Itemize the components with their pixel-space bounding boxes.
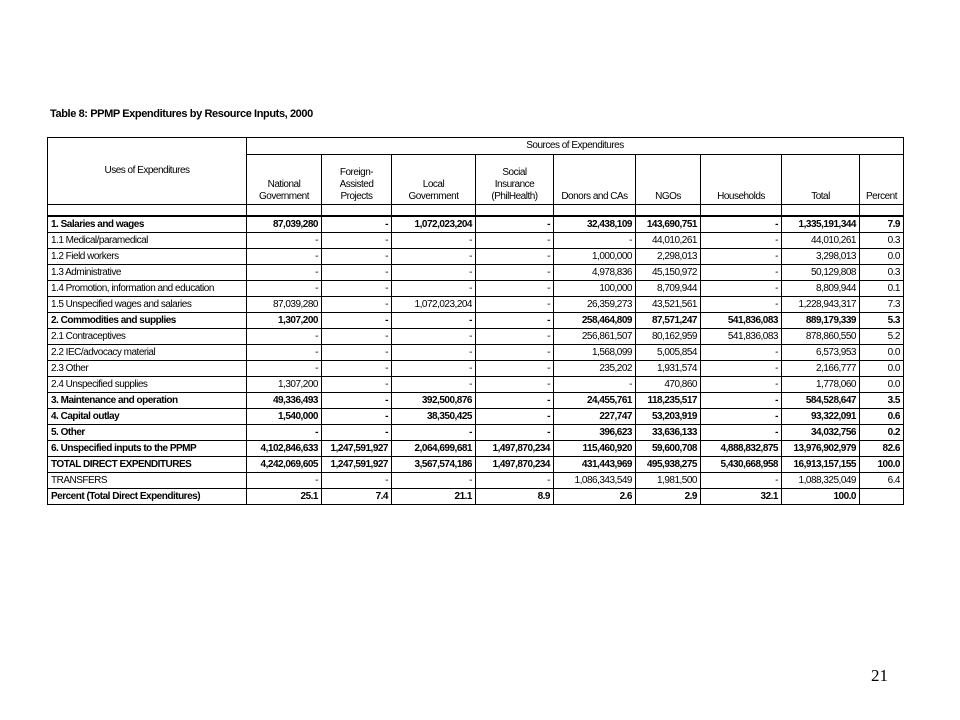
cell-value: 24,455,761 (554, 393, 636, 409)
uses-header: Uses of Expenditures (48, 138, 247, 205)
cell-value: 2,166,777 (782, 361, 860, 377)
table-row (48, 281, 904, 297)
cell-value: - (247, 233, 322, 249)
row-label: 2.2 IEC/advocacy material (48, 345, 247, 361)
cell-value: 1,981,500 (636, 473, 701, 489)
cell-value: - (322, 409, 392, 425)
column-header-line: Households (717, 191, 765, 202)
table-row (48, 473, 904, 489)
cell-value: 5.2 (860, 329, 904, 345)
cell-value: 2,298,013 (636, 249, 701, 265)
cell-value: 1,931,574 (636, 361, 701, 377)
cell-value: 1,497,870,234 (476, 441, 554, 457)
cell-value: - (322, 233, 392, 249)
cell-value: - (322, 216, 392, 233)
cell-value: - (247, 361, 322, 377)
cell-value: 32,438,109 (554, 216, 636, 233)
cell-value: - (322, 281, 392, 297)
cell-value: - (392, 281, 476, 297)
cell-value: 0.0 (860, 377, 904, 393)
cell-value: 0.0 (860, 361, 904, 377)
column-header-line: Total (811, 191, 830, 202)
cell-value: 115,460,920 (554, 441, 636, 457)
cell-value: 5,430,668,958 (701, 457, 782, 473)
cell-value: 45,150,972 (636, 265, 701, 281)
cell-value: - (322, 361, 392, 377)
row-label: TOTAL DIRECT EXPENDITURES (48, 457, 247, 473)
column-header-line: Donors and CAs (561, 191, 628, 202)
column-header-line: Local (422, 179, 445, 190)
cell-value: - (392, 313, 476, 329)
cell-value: 59,600,708 (636, 441, 701, 457)
cell-value: 5,005,854 (636, 345, 701, 361)
cell-value: 44,010,261 (782, 233, 860, 249)
cell-value: 235,202 (554, 361, 636, 377)
cell-value: 495,938,275 (636, 457, 701, 473)
cell-value: - (701, 425, 782, 441)
cell-value: - (476, 377, 554, 393)
cell-value: 1,247,591,927 (322, 457, 392, 473)
row-label: 2.3 Other (48, 361, 247, 377)
column-header-line: Social (502, 167, 527, 178)
cell-value: - (701, 345, 782, 361)
cell-value: 118,235,517 (636, 393, 701, 409)
cell-value: 1,072,023,204 (392, 297, 476, 313)
cell-value: 87,571,247 (636, 313, 701, 329)
cell-value: - (322, 249, 392, 265)
cell-value: 80,162,959 (636, 329, 701, 345)
cell-value: - (322, 313, 392, 329)
cell-value: - (322, 345, 392, 361)
table-row (48, 393, 904, 409)
table-row (48, 329, 904, 345)
cell-value: 227,747 (554, 409, 636, 425)
cell-value: 2,064,699,681 (392, 441, 476, 457)
column-header (636, 155, 701, 205)
cell-value: - (247, 329, 322, 345)
cell-value: 82.6 (860, 441, 904, 457)
cell-value: 7.4 (322, 489, 392, 505)
spacer-row (48, 205, 904, 217)
cell-value: 7.9 (860, 216, 904, 233)
cell-value: 16,913,157,155 (782, 457, 860, 473)
row-label: 2.1 Contraceptives (48, 329, 247, 345)
cell-value: 143,690,751 (636, 216, 701, 233)
cell-value: 1,228,943,317 (782, 297, 860, 313)
column-header-line: Foreign- (339, 167, 374, 178)
row-label: 2. Commodities and supplies (48, 313, 247, 329)
cell-value: 258,464,809 (554, 313, 636, 329)
cell-value: 0.1 (860, 281, 904, 297)
cell-value: 87,039,280 (247, 216, 322, 233)
cell-value: - (392, 249, 476, 265)
cell-value: - (701, 281, 782, 297)
cell-value: 8,709,944 (636, 281, 701, 297)
cell-value: 0.6 (860, 409, 904, 425)
table-row (48, 249, 904, 265)
cell-value: - (322, 377, 392, 393)
cell-value: 1,497,870,234 (476, 457, 554, 473)
cell-value: 431,443,969 (554, 457, 636, 473)
sources-header-row (48, 138, 904, 155)
row-label: 3. Maintenance and operation (48, 393, 247, 409)
cell-value: - (392, 473, 476, 489)
cell-value: 43,521,561 (636, 297, 701, 313)
cell-value: - (701, 265, 782, 281)
column-header-line: (PhilHealth) (491, 191, 538, 202)
row-label: 6. Unspecified inputs to the PPMP (48, 441, 247, 457)
column-header (701, 155, 782, 205)
table-row (48, 441, 904, 457)
column-header (322, 155, 392, 205)
cell-value: - (476, 473, 554, 489)
cell-value: 0.0 (860, 345, 904, 361)
cell-value: - (247, 265, 322, 281)
cell-value: - (322, 265, 392, 281)
cell-value: - (392, 377, 476, 393)
cell-value: 3.5 (860, 393, 904, 409)
cell-value: 2.6 (554, 489, 636, 505)
cell-value: 392,500,876 (392, 393, 476, 409)
cell-value: - (476, 297, 554, 313)
cell-value: 53,203,919 (636, 409, 701, 425)
cell-value: - (701, 361, 782, 377)
table-row (48, 361, 904, 377)
cell-value: - (322, 393, 392, 409)
cell-value: 4,888,832,875 (701, 441, 782, 457)
cell-value: 100,000 (554, 281, 636, 297)
cell-value: 100.0 (782, 489, 860, 505)
cell-value: 3,567,574,186 (392, 457, 476, 473)
cell-value: 1,778,060 (782, 377, 860, 393)
cell-value: 5.3 (860, 313, 904, 329)
column-header-line: Government (408, 191, 459, 202)
column-header (554, 155, 636, 205)
table-row (48, 409, 904, 425)
cell-value: - (392, 329, 476, 345)
row-label: 1.4 Promotion, information and education (48, 281, 247, 297)
table-row (48, 233, 904, 249)
row-label: 1. Salaries and wages (48, 216, 247, 233)
cell-value: 541,836,083 (701, 313, 782, 329)
cell-value: - (247, 473, 322, 489)
cell-value: - (476, 233, 554, 249)
cell-value: - (392, 233, 476, 249)
cell-value: 87,039,280 (247, 297, 322, 313)
cell-value (860, 489, 904, 505)
cell-value: - (701, 249, 782, 265)
column-header (860, 155, 904, 205)
cell-value: 1,335,191,344 (782, 216, 860, 233)
table-title: Table 8: PPMP Expenditures by Resource Inputs, 2000 (50, 108, 313, 120)
cell-value: - (322, 329, 392, 345)
cell-value: - (476, 361, 554, 377)
table-row (48, 457, 904, 473)
cell-value: - (392, 265, 476, 281)
table-row (48, 345, 904, 361)
column-header-line: National (267, 179, 301, 190)
column-header-line: NGOs (655, 191, 681, 202)
cell-value: 3,298,013 (782, 249, 860, 265)
cell-value: - (476, 345, 554, 361)
column-header-line: Assisted (339, 179, 374, 190)
cell-value: - (476, 281, 554, 297)
cell-value: 4,978,836 (554, 265, 636, 281)
column-header-line: Insurance (494, 179, 535, 190)
cell-value: 1,072,023,204 (392, 216, 476, 233)
cell-value: 1,307,200 (247, 313, 322, 329)
cell-value: 25.1 (247, 489, 322, 505)
cell-value: - (476, 216, 554, 233)
cell-value: 2.9 (636, 489, 701, 505)
table-row (48, 297, 904, 313)
column-header-line: Percent (866, 191, 897, 202)
cell-value: 0.0 (860, 249, 904, 265)
table-row (48, 489, 904, 505)
cell-value: 50,129,808 (782, 265, 860, 281)
cell-value: 49,336,493 (247, 393, 322, 409)
cell-value: 6,573,953 (782, 345, 860, 361)
cell-value: - (476, 393, 554, 409)
cell-value: - (476, 313, 554, 329)
cell-value: - (247, 281, 322, 297)
row-label: TRANSFERS (48, 473, 247, 489)
cell-value: - (392, 345, 476, 361)
cell-value: 1,307,200 (247, 377, 322, 393)
row-label: 1.5 Unspecified wages and salaries (48, 297, 247, 313)
column-header (782, 155, 860, 205)
cell-value: - (476, 249, 554, 265)
sources-header: Sources of Expenditures (247, 138, 904, 155)
cell-value: 0.2 (860, 425, 904, 441)
cell-value: 26,359,273 (554, 297, 636, 313)
row-label: 1.3 Administrative (48, 265, 247, 281)
cell-value: 34,032,756 (782, 425, 860, 441)
cell-value: - (476, 425, 554, 441)
cell-value: - (701, 377, 782, 393)
cell-value: - (247, 425, 322, 441)
cell-value: 1,086,343,549 (554, 473, 636, 489)
cell-value: - (701, 409, 782, 425)
expenditures-table (47, 137, 904, 505)
table-row (48, 425, 904, 441)
cell-value: 8,809,944 (782, 281, 860, 297)
cell-value: - (701, 233, 782, 249)
cell-value: 44,010,261 (636, 233, 701, 249)
cell-value: - (392, 361, 476, 377)
table-row (48, 216, 904, 233)
row-label: 1.2 Field workers (48, 249, 247, 265)
row-label: 1.1 Medical/paramedical (48, 233, 247, 249)
cell-value: - (554, 377, 636, 393)
cell-value: 1,247,591,927 (322, 441, 392, 457)
table-row (48, 377, 904, 393)
cell-value: - (701, 473, 782, 489)
row-label: 2.4 Unspecified supplies (48, 377, 247, 393)
column-header (476, 155, 554, 205)
cell-value: 396,623 (554, 425, 636, 441)
cell-value: - (247, 345, 322, 361)
cell-value: 889,179,339 (782, 313, 860, 329)
cell-value: 21.1 (392, 489, 476, 505)
column-header-line: Government (258, 191, 310, 202)
row-label: 4. Capital outlay (48, 409, 247, 425)
cell-value: 1,088,325,049 (782, 473, 860, 489)
column-header (392, 155, 476, 205)
cell-value: - (322, 297, 392, 313)
page-number: 21 (871, 666, 888, 685)
cell-value: 8.9 (476, 489, 554, 505)
cell-value: - (322, 473, 392, 489)
cell-value: 1,568,099 (554, 345, 636, 361)
cell-value: 256,861,507 (554, 329, 636, 345)
cell-value: 6.4 (860, 473, 904, 489)
table-row (48, 313, 904, 329)
column-header (247, 155, 322, 205)
cell-value: - (701, 216, 782, 233)
cell-value: 1,000,000 (554, 249, 636, 265)
cell-value: 4,102,846,633 (247, 441, 322, 457)
cell-value: 470,860 (636, 377, 701, 393)
cell-value: - (476, 409, 554, 425)
cell-value: 541,836,083 (701, 329, 782, 345)
cell-value: 7.3 (860, 297, 904, 313)
cell-value: 32.1 (701, 489, 782, 505)
row-label: 5. Other (48, 425, 247, 441)
cell-value: 0.3 (860, 265, 904, 281)
cell-value: - (554, 233, 636, 249)
cell-value: 93,322,091 (782, 409, 860, 425)
cell-value: 13,976,902,979 (782, 441, 860, 457)
cell-value: 878,860,550 (782, 329, 860, 345)
cell-value: 4,242,069,605 (247, 457, 322, 473)
cell-value: - (247, 249, 322, 265)
cell-value: - (322, 425, 392, 441)
column-header-line: Projects (340, 191, 373, 202)
cell-value: - (701, 393, 782, 409)
cell-value: 38,350,425 (392, 409, 476, 425)
table-row (48, 265, 904, 281)
cell-value: 33,636,133 (636, 425, 701, 441)
cell-value: - (392, 425, 476, 441)
row-label: Percent (Total Direct Expenditures) (48, 489, 247, 505)
cell-value: 1,540,000 (247, 409, 322, 425)
cell-value: 0.3 (860, 233, 904, 249)
cell-value: - (701, 297, 782, 313)
cell-value: - (476, 329, 554, 345)
cell-value: - (476, 265, 554, 281)
cell-value: 100.0 (860, 457, 904, 473)
cell-value: 584,528,647 (782, 393, 860, 409)
